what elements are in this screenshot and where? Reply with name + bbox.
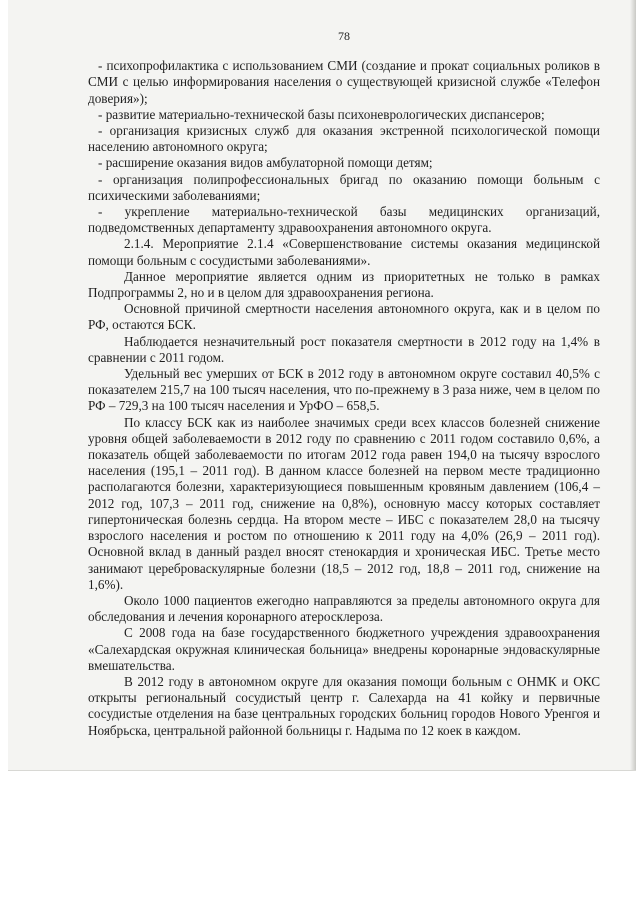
body-paragraph: С 2008 года на базе государственного бюджетного учреждения здравоохранения «Салехардская окружная клиническая больница» внедрены коронарные эндоваскулярные вмешательства. (88, 625, 600, 673)
body-paragraph: 2.1.4. Мероприятие 2.1.4 «Совершенствование системы оказания медицинской помощи больным с сосудистыми заболеваниями». (88, 236, 600, 268)
document-body (88, 28, 600, 739)
page-number: 78 (338, 29, 350, 43)
bullet-paragraph: - организация полипрофессиональных бригад по оказанию помощи больным с психическими заболеваниями; (88, 171, 600, 203)
body-paragraph: По классу БСК как из наиболее значимых среди всех классов болезней снижение уровня общей заболеваемости в 2012 году по сравнению с 2011 годом составило 0,6%, а показатель общей заболеваемости по итогам 2012 года равен 194,0 на тысячу взрослого населения (195,1 – 2011 год). В данном классе болезней на первом месте традиционно располагаются болезни, характеризующиеся повышенным кровяным давлением (106,4 – 2012 год, 107,3 – 2011 год, снижение на 0,8%), основную массу которых составляет гипертоническая болезнь сердца. На втором месте – ИБС с показателем 28,0 на тысячу взрослого населения и ростом по отношению к 2011 году на 4,0% (26,9 – 2011 год). Основной вклад в данный раздел вносят стенокардия и хроническая ИБС. Третье место занимают цереброваскулярные болезни (18,5 – 2012 год, 18,8 – 2011 год, снижение на 1,6%). (88, 414, 600, 592)
body-paragraph: Удельный вес умерших от БСК в 2012 году в автономном округе составил 40,5% с показателем 215,7 на 100 тысяч населения, что по-прежнему в 3 раза ниже, чем в целом по РФ – 729,3 на 100 тысяч населения и УрФО – 658,5. (88, 366, 600, 414)
body-paragraph: Около 1000 пациентов ежегодно направляются за пределы автономного округа для обследования и лечения коронарного атеросклероза. (88, 592, 600, 625)
bullet-paragraph: - укрепление материально-технической базы медицинских организаций, подведомственных департаменту здравоохранения автономного округа. (88, 204, 600, 236)
bullet-paragraph: - психопрофилактика с использованием СМИ (создание и прокат социальных роликов в СМИ с целью информирования населения о существующей кризисной службе «Телефон доверия»); (88, 58, 600, 106)
body-paragraph: Данное мероприятие является одним из приоритетных не только в рамках Подпрограммы 2, но и в целом для здравоохранения региона. (88, 268, 600, 301)
paragraph-list (88, 58, 600, 739)
body-paragraph: В 2012 году в автономном округе для оказания помощи больным с ОНМК и ОКС открыты региональный сосудистый центр г. Салехарда на 41 койку и первичные сосудистые отделения на базе центральных городских больниц городов Нового Уренгоя и Ноябрьска, центральной районной больницы г. Надыма по 12 коек в каждом. (88, 673, 600, 738)
bullet-paragraph: - расширение оказания видов амбулаторной помощи детям; (98, 155, 433, 171)
bullet-paragraph: - развитие материально-технической базы психоневрологических диспансеров; (98, 106, 545, 122)
body-paragraph: Наблюдается незначительный рост показателя смертности в 2012 году на 1,4% в сравнении с 2011 годом. (88, 333, 600, 365)
bullet-paragraph: - организация кризисных служб для оказания экстренной психологической помощи населению автономного округа; (88, 123, 600, 155)
body-paragraph: Основной причиной смертности населения автономного округа, как и в целом по РФ, остаются БСК. (88, 301, 600, 333)
